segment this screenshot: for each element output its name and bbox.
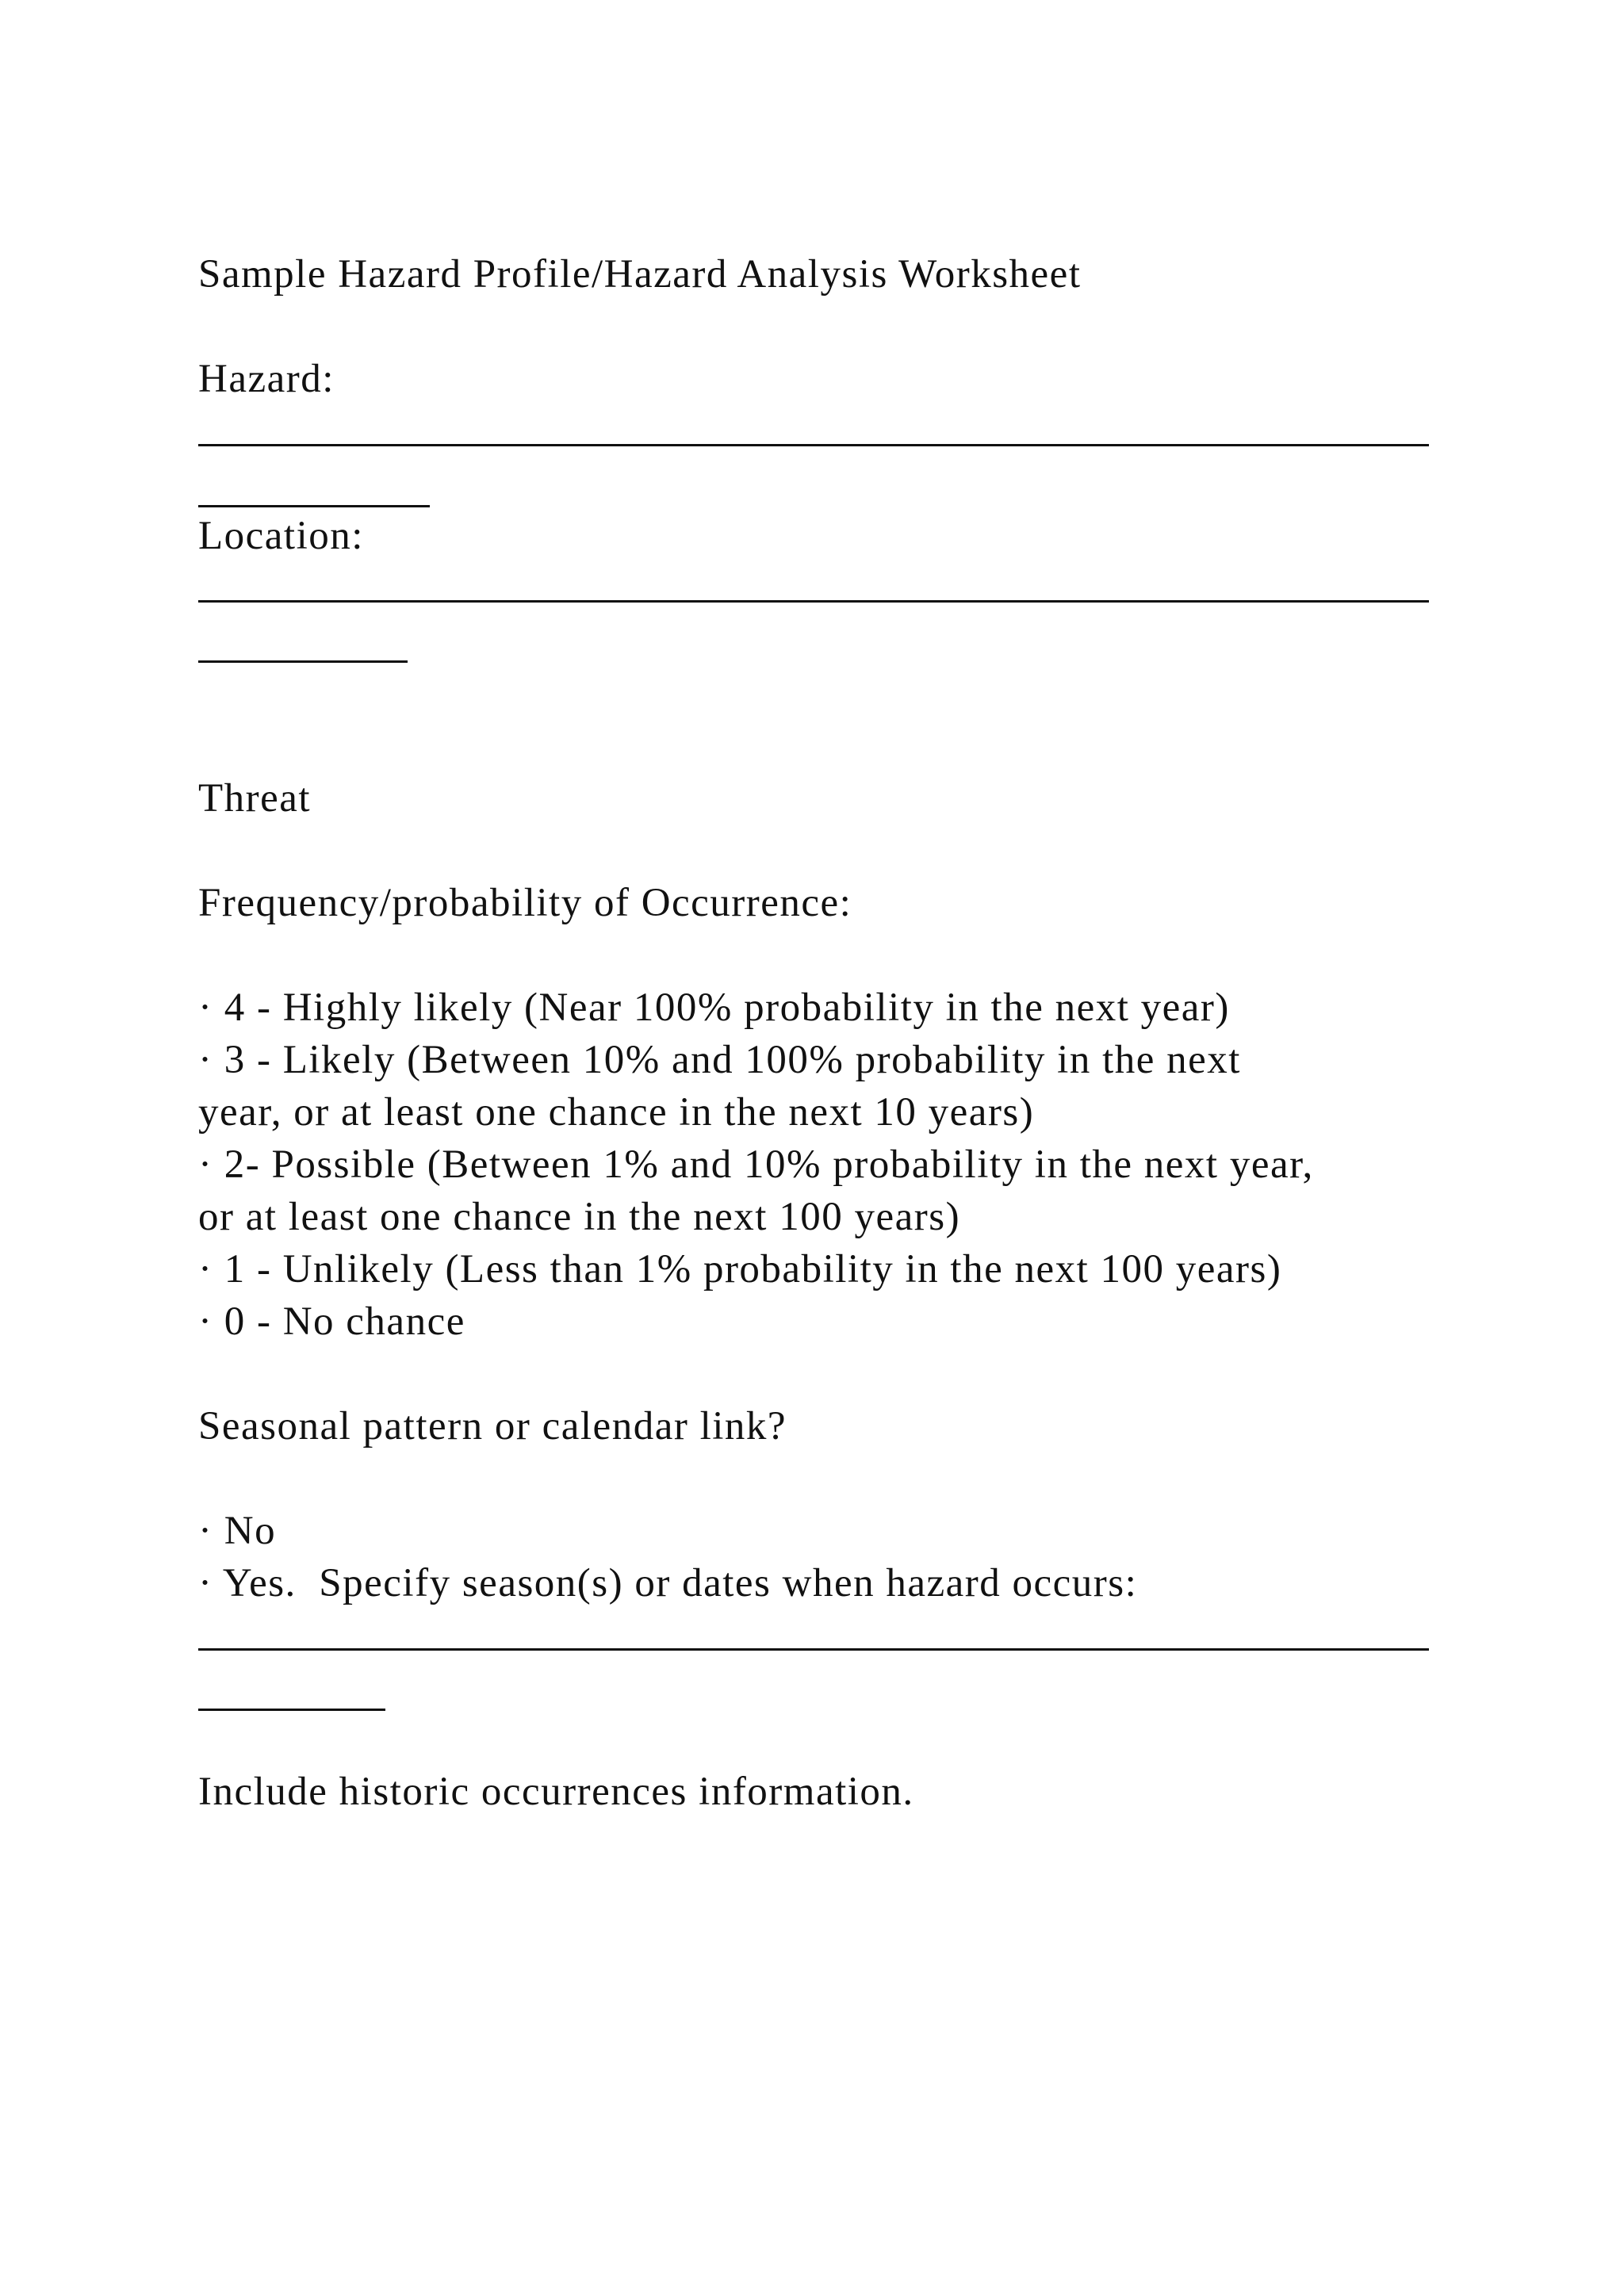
frequency-label: Frequency/probability of Occurrence: (198, 881, 852, 925)
seasonal-option-yes: · Yes. Specify season(s) or dates when hazard occurs: (198, 1561, 1138, 1605)
frequency-option-2-continued: or at least one chance in the next 100 years) (198, 1195, 961, 1239)
season-dates-blank-line[interactable] (198, 1648, 1429, 1651)
historic-occurrences-note: Include historic occurrences information. (198, 1770, 914, 1814)
location-blank-line-continued[interactable] (198, 660, 408, 663)
frequency-option-4: · 4 - Highly likely (Near 100% probability in the next year) (198, 985, 1230, 1030)
seasonal-option-no: · No (198, 1509, 277, 1553)
frequency-option-2: · 2- Possible (Between 1% and 10% probability in the next year, (198, 1142, 1314, 1187)
frequency-option-3: · 3 - Likely (Between 10% and 100% probability in the next (198, 1038, 1241, 1082)
seasonal-label: Seasonal pattern or calendar link? (198, 1404, 787, 1448)
hazard-blank-line[interactable] (198, 444, 1429, 446)
hazard-blank-line-continued[interactable] (198, 505, 430, 507)
hazard-label: Hazard: (198, 357, 335, 401)
location-label: Location: (198, 514, 364, 558)
location-blank-line[interactable] (198, 600, 1429, 603)
threat-heading: Threat (198, 776, 312, 821)
season-dates-blank-line-continued[interactable] (198, 1709, 385, 1711)
frequency-option-0: · 0 - No chance (198, 1299, 465, 1344)
frequency-option-3-continued: year, or at least one chance in the next 10 years) (198, 1090, 1035, 1135)
worksheet-title: Sample Hazard Profile/Hazard Analysis Worksheet (198, 252, 1082, 297)
frequency-option-1: · 1 - Unlikely (Less than 1% probability in the next 100 years) (198, 1247, 1282, 1292)
